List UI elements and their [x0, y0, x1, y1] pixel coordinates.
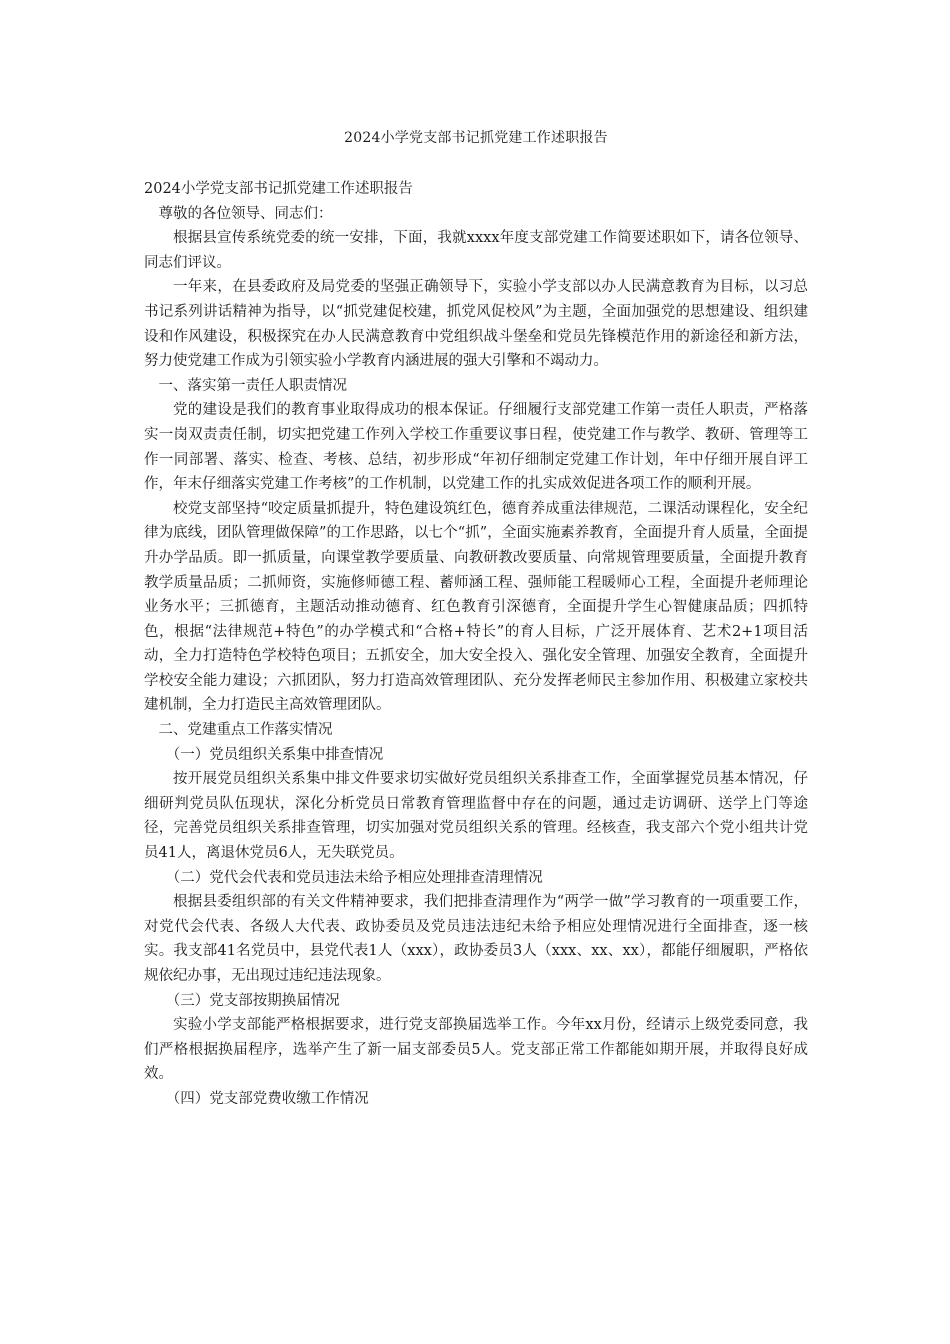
- document-title: 2024小学党支部书记抓党建工作述职报告: [344, 130, 608, 146]
- salutation: 尊敬的各位领导、同志们：: [158, 205, 333, 222]
- paragraph: 根据县宣传系统党委的统一安排，下面，我就xxxx年度支部党建工作简要述职如下，请各位领导、同志们评议。: [144, 230, 808, 271]
- subsection-heading: （三）党支部按期换届情况: [165, 992, 340, 1009]
- subsection-heading: （四）党支部党费收缴工作情况: [165, 1090, 369, 1107]
- paragraph: 校党支部坚持“咬定质量抓提升，特色建设筑红色，德育养成重法律规范，二课活动课程化，安全纪律为底线，团队管理做保障”的工作思路，以七个“抓”，全面实施素养教育，全面提升育人质量，全面提升办学品质。即一抓质量，向课堂教学要质量、向教研教改要质量、向常规管理要质量，全面提升教育教学质量品质；二抓师资，实施修师德工程、蓄师涵工程、强师能工程暖师心工程，全面提升老师理论业务水平；三抓德育，主题活动推动德育、红色教育引深德育，全面提升学生心智健康品质；四抓特色，根据“法律规范+特色”的办学模式和“合格+特长”的育人目标，广泛开展体育、艺术2+1项目活动，全力打造特色学校特色项目；五抓安全，加大安全投入、强化安全管理、加强安全教育，全面提升学校安全能力建设；六抓团队，努力打造高效管理团队、充分发挥老师民主参加作用、积极建立家校共建机制，全力打造民主高效管理团队。: [144, 500, 808, 714]
- paragraph: 按开展党员组织关系集中排文件要求切实做好党员组织关系排查工作，全面掌握党员基本情况，仔细研判党员队伍现状，深化分析党员日常教育管理监督中存在的问题，通过走访调研、送学上门等途径，完善党员组织关系排查管理，切实加强对党员组织关系的管理。经核查，我支部六个党小组共计党员41人，离退休党员6人，无失联党员。: [144, 771, 808, 862]
- document-page: [144, 0, 808, 1344]
- subsection-heading: （二）党代会代表和党员违法未给予相应处理排查清理情况: [165, 869, 543, 886]
- document-body: [144, 177, 808, 1112]
- report-title-line: 2024小学党支部书记抓党建工作述职报告: [144, 181, 413, 197]
- paragraph: 实验小学支部能严格根据要求，进行党支部换届选举工作。今年xx月份，经请示上级党委同意，我们严格根据换届程序，选举产生了新一届支部委员5人。党支部正常工作都能如期开展，并取得良好成效。: [144, 1017, 808, 1083]
- paragraph: 党的建设是我们的教育事业取得成功的根本保证。仔细履行支部党建工作第一责任人职责，严格落实一岗双责责任制，切实把党建工作列入学校工作重要议事日程，使党建工作与教学、教研、管理等工作一同部署、落实、检查、考核、总结，初步形成“年初仔细制定党建工作计划，年中仔细开展自评工作，年末仔细落实党建工作考核”的工作机制，以党建工作的扎实成效促进各项工作的顺利开展。: [144, 402, 808, 493]
- section-heading: 一、落实第一责任人职责情况: [158, 377, 347, 394]
- section-heading: 二、党建重点工作落实情况: [158, 722, 333, 739]
- subsection-heading: （一）党员组织关系集中排查情况: [165, 746, 384, 763]
- paragraph: 根据县委组织部的有关文件精神要求，我们把排查清理作为“两学一做”学习教育的一项重要工作，对党代会代表、各级人大代表、政协委员及党员违法违纪未给予相应处理情况进行全面排查，逐一核实。我支部41名党员中，县党代表1人（xxx），政协委员3人（xxx、xx、xx），都能仔细履职，严格依规依纪办事，无出现过违纪违法现象。: [144, 894, 808, 984]
- paragraph: 一年来，在县委政府及局党委的坚强正确领导下，实验小学支部以办人民满意教育为目标，以习总书记系列讲话精神为指导，以“抓党建促校建，抓党风促校风”为主题，全面加强党的思想建设、组织建设和作风建设，积极探究在办人民满意教育中党组织战斗堡垒和党员先锋模范作用的新途径和新方法，努力使党建工作成为引领实验小学教育内涵进展的强大引擎和不竭动力。: [144, 279, 808, 370]
